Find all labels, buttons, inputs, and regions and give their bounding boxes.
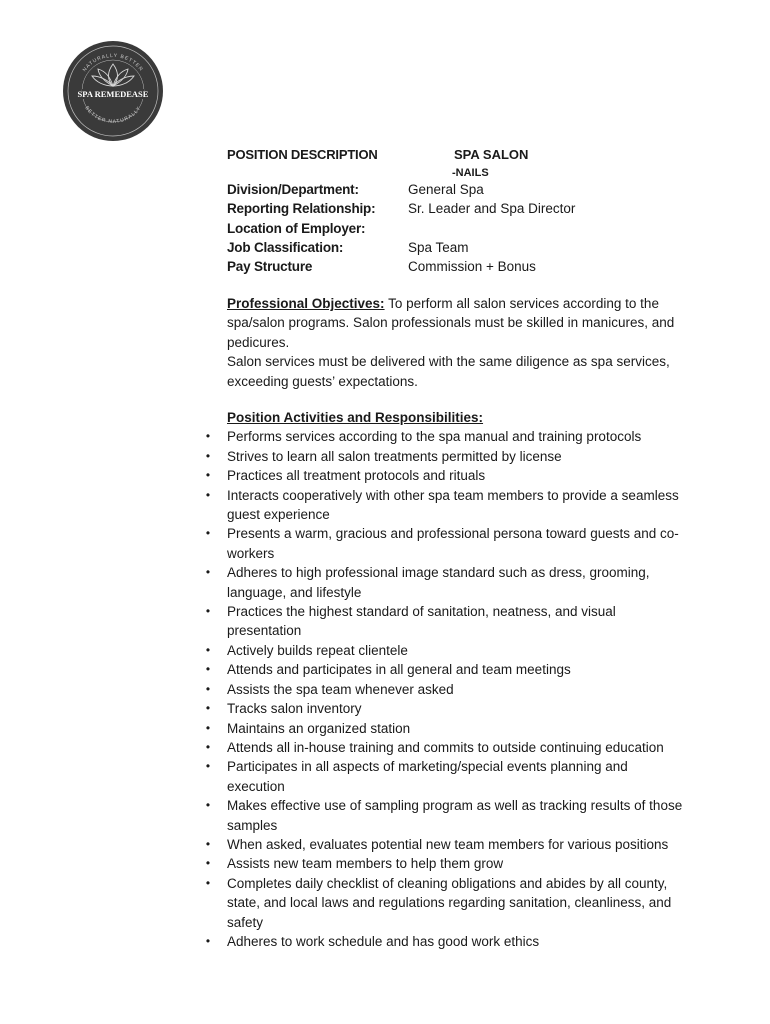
list-item: • Adheres to high professional image standard such as dress, grooming, language, and lifestyle <box>227 563 687 602</box>
list-item: • Actively builds repeat clientele <box>227 641 687 660</box>
list-item: • Practices all treatment protocols and rituals <box>227 466 687 485</box>
field-row <box>227 180 697 199</box>
list-item: • Attends all in-house training and commits to outside continuing education <box>227 738 687 757</box>
document-body <box>205 143 697 949</box>
list-item: • Maintains an organized station <box>227 719 687 738</box>
list-item: • Participates in all aspects of marketing/special events planning and execution <box>227 757 687 796</box>
field-value: Sr. Leader and Spa Director <box>408 201 576 217</box>
nails-subtitle: -NAILS <box>452 167 489 179</box>
professional-objectives <box>227 294 682 391</box>
activities-heading: Position Activities and Responsibilities: <box>227 410 484 425</box>
spa-remedease-logo <box>62 40 164 142</box>
field-label: Division/Department: <box>227 182 359 197</box>
field-value: General Spa <box>408 182 484 197</box>
bullet-icon: • <box>205 681 211 696</box>
bullet-icon: • <box>205 739 211 754</box>
bullet-icon: • <box>205 468 211 483</box>
field-label: Location of Employer: <box>227 220 366 236</box>
bullet-icon: • <box>205 701 211 716</box>
field-label: Job Classification: <box>227 239 344 255</box>
list-item: • Strives to learn all salon treatments permitted by license <box>227 447 687 466</box>
bullet-icon: • <box>205 526 211 541</box>
objectives-paragraph-2: Salon services must be delivered with the same diligence as spa services, exceeding guests’ expectations. <box>227 354 670 389</box>
bullet-icon: • <box>205 720 211 735</box>
field-row <box>227 199 697 218</box>
position-activities <box>205 408 687 951</box>
bullet-icon: • <box>205 759 211 774</box>
field-label: Pay Structure <box>227 259 313 275</box>
objectives-paragraph <box>227 294 682 352</box>
list-item: • Adheres to work schedule and has good work ethics <box>227 932 687 951</box>
spa-salon-title: SPA SALON <box>454 147 529 162</box>
list-item: • Assists the spa team whenever asked <box>227 680 687 699</box>
field-row <box>227 219 697 238</box>
bullet-icon: • <box>205 856 211 871</box>
logo-seal-icon <box>62 40 164 142</box>
position-description-title: POSITION DESCRIPTION <box>227 147 378 162</box>
bullet-icon: • <box>205 487 211 502</box>
field-row <box>227 257 697 276</box>
header-row <box>227 143 697 179</box>
objectives-text: To perform all salon services according to the spa/salon programs. Salon professionals must be skilled in manicures, and pedicures. <box>227 296 675 350</box>
bullet-icon: • <box>205 448 211 463</box>
position-fields <box>227 180 697 276</box>
bullet-icon: • <box>205 604 211 619</box>
bullet-icon: • <box>205 933 211 948</box>
list-item: • Performs services according to the spa manual and training protocols <box>227 427 687 446</box>
bullet-icon: • <box>205 875 211 890</box>
list-item: • Interacts cooperatively with other spa team members to provide a seamless guest experience <box>227 486 687 525</box>
list-item: • Attends and participates in all general and team meetings <box>227 660 687 679</box>
logo-bottom-text: BETTER NATURALLY <box>83 105 143 126</box>
field-value: Commission + Bonus <box>408 259 536 275</box>
list-item: • Practices the highest standard of sanitation, neatness, and visual presentation <box>227 602 687 641</box>
list-item: • Tracks salon inventory <box>227 699 687 718</box>
list-item: • Makes effective use of sampling program as well as tracking results of those samples <box>227 796 687 835</box>
bullet-icon: • <box>205 798 211 813</box>
bullet-icon: • <box>205 836 211 851</box>
list-item: • Presents a warm, gracious and professional persona toward guests and co-workers <box>227 524 687 563</box>
bullet-icon: • <box>205 565 211 580</box>
list-item: • Assists new team members to help them grow <box>227 854 687 873</box>
field-value: Spa Team <box>408 239 469 255</box>
activities-list <box>205 427 687 951</box>
bullet-icon: • <box>205 429 211 444</box>
bullet-icon: • <box>205 662 211 677</box>
list-item: • When asked, evaluates potential new team members for various positions <box>227 835 687 854</box>
list-item: • Completes daily checklist of cleaning obligations and abides by all county, state, and local laws and regulations regarding sanitation, cleanliness, and safety <box>227 874 687 932</box>
bullet-icon: • <box>205 642 211 657</box>
logo-name: SPA REMEDEASE <box>77 89 149 99</box>
logo-top-text: NATURALLY BETTER <box>81 52 145 73</box>
objectives-label: Professional Objectives: <box>227 296 385 311</box>
field-label: Reporting Relationship: <box>227 201 376 217</box>
field-row <box>227 238 697 257</box>
